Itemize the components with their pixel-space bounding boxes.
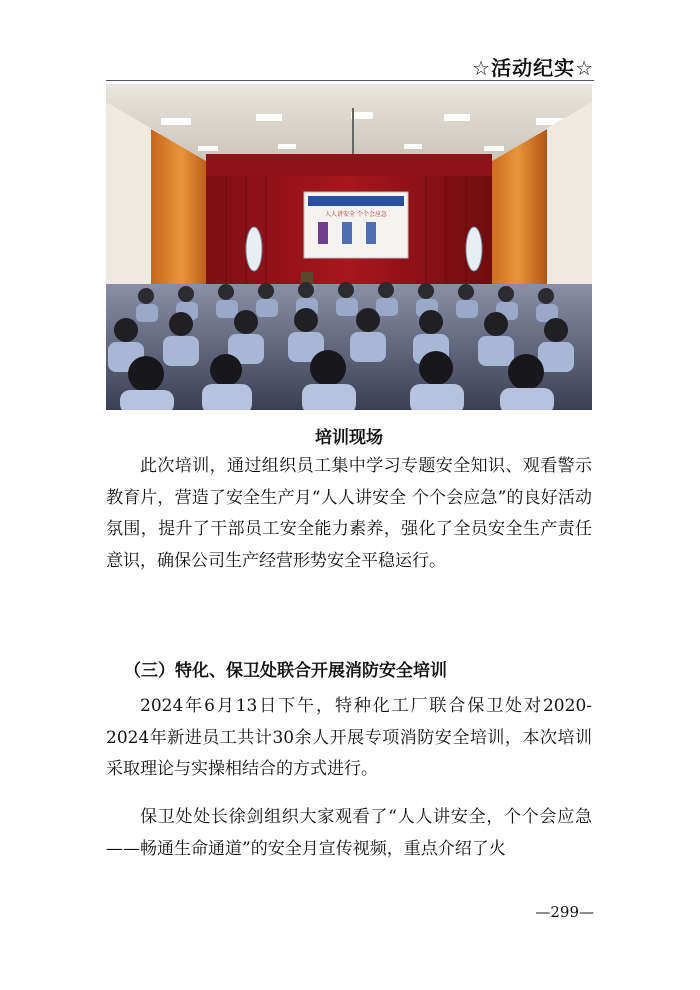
body-paragraph: 此次培训，通过组织员工集中学习专题安全知识、观看警示教育片，营造了安全生产月“人人讲安全 个个会应急”的良好活动氛围，提升了干部员工安全能力素养，强化了全员安全生产责任意识，确保公司生产经营形势安全平稳运行。 [106,456,592,571]
page-number: —299— [535,903,594,921]
photo-caption: 培训现场 [315,428,383,448]
body-paragraph: 2024年6月13日下午，特种化工厂联合保卫处对2020-2024年新进员工共计30余人开展专项消防安全培训，本次培训采取理论与实操相结合的方式进行。 [106,696,592,779]
section-header-title: ☆活动纪实☆ [472,56,594,80]
training-scene-photo [106,84,592,410]
projection-screen-text: 人人讲安全 个个会应急 [325,211,387,218]
header-divider [106,80,594,81]
body-paragraph: 保卫处处长徐剑组织大家观看了“人人讲安全，个个会应急——畅通生命通道”的安全月宣传视频，重点介绍了火 [106,807,592,859]
section-heading: （三）特化、保卫处联合开展消防安全培训 [124,661,447,681]
